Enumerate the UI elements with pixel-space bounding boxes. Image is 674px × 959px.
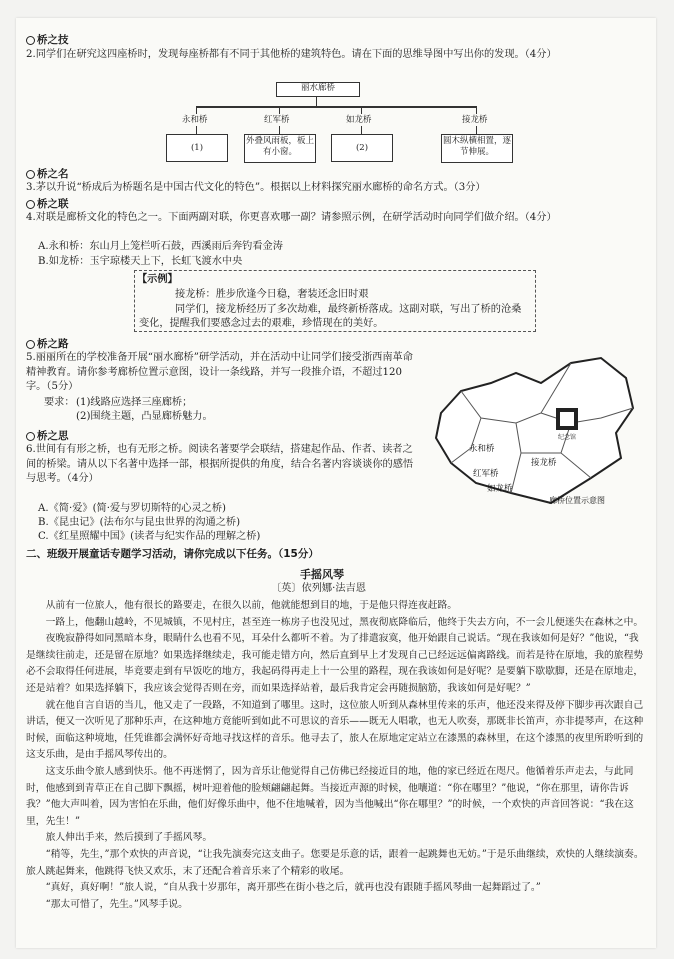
mindmap-bridge-jielong: 接龙桥 <box>462 115 488 125</box>
book-option-c: C.《红星照耀中国》(读者与纪实作品的理解之桥) <box>38 531 261 542</box>
question-6: 6.世间有有形之桥，也有无形之桥。阅读名著要学会联结，搭建起作品、作者、读者之间的桥梁。请从以下名著中选择一部，根据所提供的角度，结合名著内容谈谈你的感悟与思考。（4分） <box>26 444 414 484</box>
couplet-b: B.如龙桥：玉宇琼楼天上下，长虹飞渡水中央 <box>38 256 243 267</box>
section-heading-road: 桥之路 <box>26 336 69 351</box>
example-couplet: 接龙桥：胜步欣逢今日稳，奢装还念旧时艰 <box>175 289 369 300</box>
story-author: 〔英〕依列娜·法吉恩 <box>271 583 366 594</box>
story-body <box>26 598 648 913</box>
requirement-2: (2)围绕主题，凸显廊桥魅力。 <box>76 411 213 422</box>
story-paragraph: 旅人伸出手来，然后摸到了手摇风琴。 <box>45 832 213 844</box>
example-label: 【示例】 <box>137 274 178 285</box>
book-option-a: A.《简·爱》(简·爱与罗切斯特的心灵之桥) <box>38 503 227 514</box>
map-label-rulong: 如龙桥 <box>487 484 513 494</box>
map-label-jielong: 接龙桥 <box>531 458 557 468</box>
mindmap-leaf-1[interactable]: (1) <box>166 134 228 162</box>
map-label-yonghe: 永和桥 <box>469 444 495 454</box>
story-paragraph: 夜晚寂静得如同黑暗本身，眼睛什么也看不见，耳朵什么都听不着。为了排遣寂寞，他开始跟自己说话。“现在我该如何是好？”他说，“我是继续往前走，还是留在原地？如果选择继续走，我可能走错方向，然后直到早上才发现自己已经远远偏离路线。而若是待在原地，我的旅程势必不会取得任何进展，毕竟要走到有早饭吃的地方，我起码得再走上十一公里的路程，现在我该如何是好呢？是要躺下歇歇脚，还是在原地走，还是站着？如果选择躺下，我应该会觉得否则在旁，而如果选择站着，最后我肯定会再随损脑筋，我该如何是好呢？” <box>26 633 644 694</box>
story-title: 手摇风琴 <box>300 568 344 581</box>
map-icon-label: 纪念馆 <box>558 434 577 441</box>
circle-bullet-icon <box>26 340 35 349</box>
section-heading-name: 桥之名 <box>26 166 69 181</box>
mindmap-bridge-hongjun: 红军桥 <box>264 115 290 125</box>
mindmap-root: 丽水廊桥 <box>276 82 360 97</box>
story-paragraph: “那太可惜了，先生。”风琴手说。 <box>45 898 188 910</box>
requirement-label: 要求： <box>44 397 75 408</box>
example-text: 同学们，接龙桥经历了多次劫难，最终新桥落成。这副对联，写出了桥的沧桑变化，提醒我们要感念过去的艰难，珍惜现在的美好。 <box>139 304 522 329</box>
section-heading-skill: 桥之技 <box>26 32 69 47</box>
circle-bullet-icon <box>26 200 35 209</box>
example-box <box>134 270 536 332</box>
question-2: 2.同学们在研究这四座桥时，发现每座桥都有不同于其他桥的建筑特色。请在下面的思维导图中写出你的发现。（4分） <box>26 49 557 60</box>
story-paragraph: 就在他自言自语的当儿，他又走了一段路，不知道到了哪里。这时，这位旅人听到从森林里传来的乐声，他还没来得及停下脚步再次跟自己讲话，便又一次听见了那种乐声，在这种地方竟能听到如此不可思议的音乐——既无人唱歌，也无人吹奏，那既非长笛声，亦非提琴声，在这种时候，面临这种境地，任凭谁都会满怀好奇地寻找这样的音乐。他寻去了，旅人在原地定定站立在漆黑的森林里，在这个漆黑的夜里所聆听到的这支乐曲，是由手摇风琴传出的。 <box>26 699 644 761</box>
mindmap-bridge-yonghe: 永和桥 <box>182 115 208 125</box>
section-heading-think: 桥之思 <box>26 428 69 443</box>
section-heading-link: 桥之联 <box>26 196 69 211</box>
requirement-1: (1)线路应选择三座廊桥； <box>76 397 193 408</box>
story-paragraph: 从前有一位旅人，他有很长的路要走，在很久以前，他就能想到目的地，于是他只得连夜赶路。 <box>45 600 458 611</box>
exam-page <box>16 18 656 948</box>
mindmap-bridge-rulong: 如龙桥 <box>346 115 372 125</box>
circle-bullet-icon <box>26 170 35 179</box>
bridge-location-map <box>421 343 646 513</box>
circle-bullet-icon <box>26 432 35 441</box>
circle-bullet-icon <box>26 36 35 45</box>
question-3: 3.茅以升说“桥成后为桥题名是中国古代文化的特色”。根据以上材料探究丽水廊桥的命名方式。（3分） <box>26 182 486 193</box>
map-caption: 廊桥位置示意图 <box>549 496 605 505</box>
map-label-hongjun: 红军桥 <box>473 469 499 479</box>
story-paragraph: 这支乐曲令旅人感到快乐。他不再迷惘了，因为音乐让他觉得自己仿佛已经接近目的地，他的家已经近在咫尺。他循着乐声走去，与此同时，他感到到青草正在自己脚下飘摇，树叶迎着他的脸颊翩翩起舞。当接近声源的时候，他嚷道：“你在哪里？”他说，“你在那里，请你告诉我？”他大声叫着，因为害怕在乐曲，他们好像乐曲中，他不住地喊着，因为当他喊出“你在哪里？”的时候，一个欢快的声音回答说：“我在这里，先生！” <box>26 765 634 827</box>
mindmap-leaf-2: 外叠风雨板，板上有小窗。 <box>244 134 316 163</box>
story-paragraph: “稍等，先生，”那个欢快的声音说，“让我先演奏完这支曲子。您要是乐意的话，跟着一起跳舞也无妨。”于是乐曲继续，欢快的人继续演奏。旅人跳起舞来，他跳得飞快又欢乐，末了还配合着音乐来了个精彩的收尾。 <box>26 848 644 877</box>
question-4: 4.对联是廊桥文化的特色之一。下面两副对联，你更喜欢哪一副？请参照示例，在研学活动时向同学们做介绍。（4分） <box>26 212 557 223</box>
couplet-a: A.永和桥：东山月上笼栏听石鼓，西溪雨后奔钓看金涛 <box>38 241 283 252</box>
part-2-heading: 二、班级开展童话专题学习活动，请你完成以下任务。（15分） <box>26 548 319 560</box>
story-paragraph: 一路上，他翻山越岭，不见城镇，不见村庄，甚至连一栋房子也没见过，黑夜彻底降临后，他终于失去方向，不一会儿便迷失在森林之中。 <box>45 616 644 628</box>
book-option-b: B.《昆虫记》(法布尔与昆虫世界的沟通之桥) <box>38 517 241 528</box>
mindmap-leaf-4: 圆木纵横相置，逐节伸展。 <box>441 134 513 163</box>
story-paragraph: “真好，真好啊！”旅人说，“自从我十岁那年，离开那些在街小巷之后，就再也没有跟随手摇风琴曲一起舞蹈过了。” <box>45 882 541 894</box>
question-5: 5.丽丽所在的学校准备开展“丽水廊桥”研学活动，并在活动中让同学们接受浙西南革命精神教育。请你参考廊桥位置示意图，设计一条线路，并写一段推介语，不超过120字。（5分） <box>26 352 413 392</box>
mindmap-leaf-3[interactable]: (2) <box>331 134 393 162</box>
